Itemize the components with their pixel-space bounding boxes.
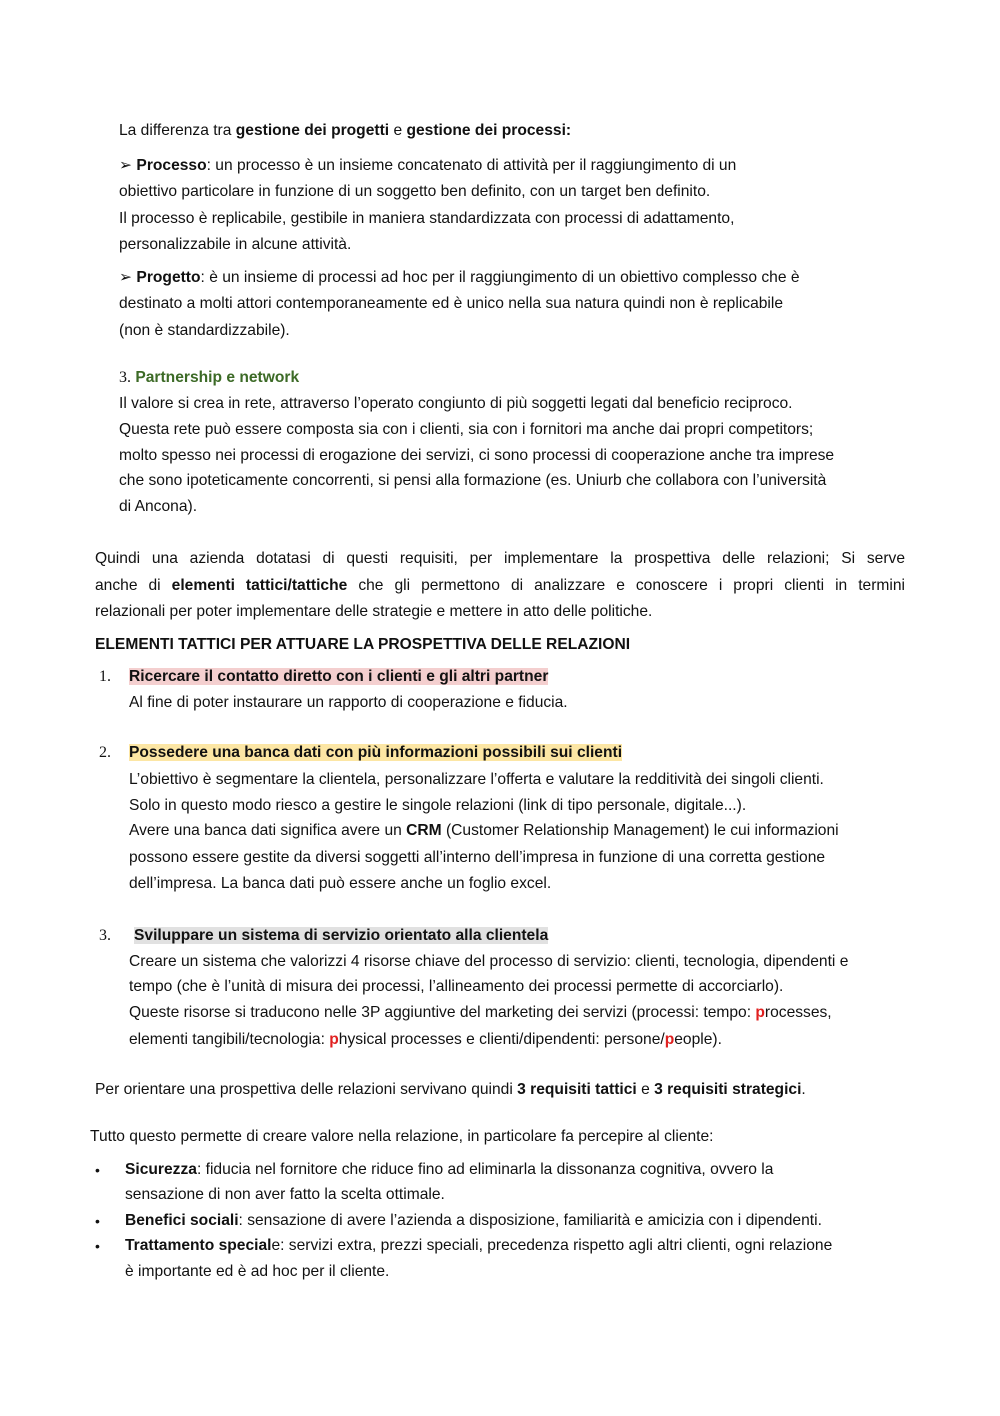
strategic-requirements: 3 requisiti strategici — [654, 1081, 802, 1098]
partnership-line-4: che sono ipoteticamente concorrenti, si pensi alla formazione (es. Uniurb che collabora con l’università — [119, 472, 827, 489]
item2-line-3 — [129, 821, 839, 841]
intro-term-projects: gestione dei progetti — [235, 122, 390, 139]
intro-line — [119, 121, 571, 141]
item3-text: elementi tangibili/tecnologia: — [129, 1031, 330, 1048]
item2-line-2: Solo in questo modo riesco a gestire le singole relazioni (link di tipo personale, digitale...). — [129, 797, 747, 814]
processo-line-1 — [119, 156, 736, 176]
bullet-sicurezza-line-1 — [125, 1160, 773, 1180]
red-letter: p — [664, 1031, 675, 1048]
progetto-text: : è un insieme di processi ad hoc per il raggiungimento di un obiettivo complesso che è — [200, 269, 800, 286]
quindi-line-1: Quindi una azienda dotatasi di questi requisiti, per implementare la prospettiva delle relazioni; Si serve — [95, 550, 905, 567]
list-number: 3. — [99, 927, 111, 944]
processo-line-4: personalizzabile in alcune attività. — [119, 236, 352, 253]
tactical-requirements: 3 requisiti tattici — [517, 1081, 637, 1098]
summary-text: e — [636, 1081, 655, 1098]
progetto-line-3: (non è standardizzabile). — [119, 322, 290, 339]
bullet-icon: • — [95, 1238, 100, 1254]
partnership-heading — [119, 368, 299, 388]
item3-line-4 — [129, 1030, 722, 1050]
item2-line-4: possono essere gestite da diversi soggetti all’interno dell’impresa in funzione di una corretta gestione — [129, 849, 826, 866]
processo-text: : un processo è un insieme concatenato di attività per il raggiungimento di un — [206, 157, 737, 174]
bullet-text: : fiducia nel fornitore che riduce fino ad eliminarla la dissonanza cognitiva, ovvero la — [196, 1161, 774, 1178]
processo-line-3: Il processo è replicabile, gestibile in maniera standardizzata con processi di adattamento, — [119, 210, 735, 227]
arrow-icon: ➢ — [119, 269, 133, 286]
item2-title-line — [129, 743, 622, 763]
section-number: 3. — [119, 369, 131, 386]
item3-line-3 — [129, 1003, 832, 1023]
progetto-line-1 — [119, 268, 800, 288]
sicurezza-term: Sicurezza — [125, 1161, 197, 1178]
bullet-sicurezza-line-2: sensazione di non aver fatto la scelta ottimale. — [125, 1186, 445, 1203]
bullet-text: e: servizi extra, prezzi speciali, precedenza rispetto agli altri clienti, ogni relazione — [271, 1237, 833, 1254]
item2-text: (Customer Relationship Management) le cui informazioni — [441, 822, 839, 839]
item2-text: Avere una banca dati significa avere un — [129, 822, 407, 839]
summary-text: . — [801, 1081, 806, 1098]
bullet-text: : sensazione di avere l’azienda a disposizione, familiarità e amicizia con i dipendenti. — [238, 1212, 822, 1229]
quindi-line-3: relazionali per poter implementare delle strategie e mettere in atto delle politiche. — [95, 603, 653, 620]
quindi-text: che gli permettono di analizzare e conoscere i propri clienti in termini — [347, 577, 905, 594]
processo-term: Processo — [136, 157, 207, 174]
bullet-icon: • — [95, 1162, 100, 1178]
list-number: 1. — [99, 668, 111, 685]
progetto-term: Progetto — [136, 269, 201, 286]
item3-title: Sviluppare un sistema di servizio orientato alla clientela — [134, 927, 549, 944]
quindi-line-2 — [95, 576, 905, 596]
item3-line-1: Creare un sistema che valorizzi 4 risorse chiave del processo di servizio: clienti, tecnologia, dipendenti e — [129, 953, 849, 970]
intro-text: La differenza tra — [119, 122, 236, 139]
partnership-line-2: Questa rete può essere composta sia con i clienti, sia con i fornitori ma anche dai propri competitors; — [119, 421, 814, 438]
red-letter: p — [755, 1004, 765, 1021]
crm-term: CRM — [406, 822, 442, 839]
item2-line-1: L’obiettivo è segmentare la clientela, personalizzare l’offerta e valutare la redditività dei singoli clienti. — [129, 771, 824, 788]
partnership-line-5: di Ancona). — [119, 498, 198, 515]
item3-line-2: tempo (che è l’unità di misura dei processi, l’allineamento dei processi permette di accorciarlo). — [129, 978, 784, 995]
progetto-line-2: destinato a molti attori contemporaneamente ed è unico nella sua natura quindi non è replicabile — [119, 295, 784, 312]
bullet-trattamento-line-2: è importante ed è ad hoc per il cliente. — [125, 1263, 390, 1280]
bullet-icon: • — [95, 1213, 100, 1229]
intro-text: e — [389, 122, 407, 139]
item2-line-5: dell’impresa. La banca dati può essere anche un foglio excel. — [129, 875, 552, 892]
quindi-term: elementi tattici/tattiche — [171, 577, 348, 594]
partnership-line-3: molto spesso nei processi di erogazione dei servizi, ci sono processi di cooperazione anche tra imprese — [119, 447, 835, 464]
processo-line-2: obiettivo particolare in funzione di un soggetto ben definito, con un target ben definito. — [119, 183, 711, 200]
intro-term-processes: gestione dei processi: — [406, 122, 572, 139]
bullet-trattamento-line-1 — [125, 1236, 832, 1256]
section-heading: ELEMENTI TATTICI PER ATTUARE LA PROSPETTIVA DELLE RELAZIONI — [95, 636, 631, 653]
quindi-text: anche di — [95, 577, 172, 594]
item3-title-line — [134, 926, 548, 946]
summary-text: Per orientare una prospettiva delle relazioni servivano quindi — [95, 1081, 518, 1098]
summary-line — [95, 1080, 806, 1100]
item3-text: eople). — [674, 1031, 722, 1048]
item1-title: Ricercare il contatto diretto con i clienti e gli altri partner — [129, 668, 549, 685]
trattamento-term: Trattamento special — [125, 1237, 272, 1254]
item2-title: Possedere una banca dati con più informazioni possibili sui clienti — [129, 744, 623, 761]
partnership-line-1: Il valore si crea in rete, attraverso l’operato congiunto di più soggetti legati dal beneficio reciproco. — [119, 395, 793, 412]
red-letter: p — [329, 1031, 339, 1048]
value-intro-line: Tutto questo permette di creare valore nella relazione, in particolare fa percepire al cliente: — [90, 1128, 714, 1145]
item3-text: hysical processes e clienti/dipendenti: persone/ — [338, 1031, 665, 1048]
list-number: 2. — [99, 744, 111, 761]
partnership-title: Partnership e network — [135, 369, 300, 386]
arrow-icon: ➢ — [119, 157, 133, 174]
bullet-benefici-line-1 — [125, 1211, 822, 1231]
item3-text: Queste risorse si traducono nelle 3P aggiuntive del marketing dei servizi (processi: tempo: — [129, 1004, 756, 1021]
item1-title-line — [129, 667, 548, 687]
item3-text: rocesses, — [764, 1004, 832, 1021]
benefici-term: Benefici sociali — [125, 1212, 239, 1229]
item1-line-1: Al fine di poter instaurare un rapporto di cooperazione e fiducia. — [129, 694, 568, 711]
